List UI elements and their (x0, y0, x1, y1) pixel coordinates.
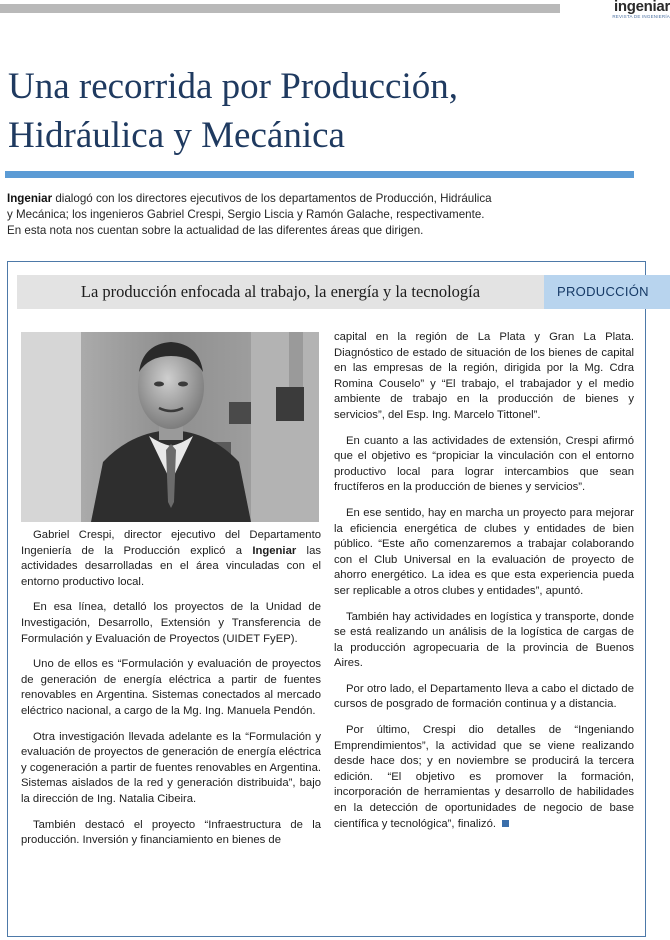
right-column (334, 330, 634, 842)
right-paragraph-5: Por otro lado, el Departamento lleva a cabo el dictado de cursos de posgrado de formación continua y a distancia. (334, 682, 634, 711)
left-p1-b: las actividades desarrolladas en el área vinculadas con el entorno productivo local. (21, 544, 321, 588)
intro-line-3: En esta nota nos cuentan sobre la actualidad de las diferentes áreas que dirigen. (7, 224, 424, 237)
title-line-2: Hidráulica y Mecánica (8, 115, 345, 156)
right-paragraph-4: También hay actividades en logística y transporte, donde se está realizando un análisis de la logística de cargas de la producción agropecuaria de la provincia de Buenos Aires. (334, 610, 634, 670)
left-paragraph-1 (21, 528, 321, 590)
top-bar (0, 4, 560, 13)
brand-logo (572, 0, 670, 20)
end-of-article-mark (502, 820, 509, 827)
left-p1-bold: Ingeniar (252, 544, 297, 557)
left-paragraph-4: Otra investigación llevada adelante es la “Formulación y evaluación de proyectos de generación de energía eléctrica y cogeneración a partir de fuentes renovables en Argentina. Sistemas aislados de la red y generación distribuida”, bajo la dirección de Ing. Natalia Cibeira. (21, 730, 321, 805)
right-paragraph-2: En cuanto a las actividades de extensión, Crespi afirmó que el objetivo es “propiciar la vinculación con el entorno productivo local para lograr intercambios que sean fructíferos en la producción de bienes y servicios”. (334, 434, 634, 494)
left-paragraph-5: También destacó el proyecto “Infraestructura de la producción. Inversión y financiamiento en bienes de (21, 818, 321, 847)
left-p1-a: Gabriel Crespi, director ejecutivo del Departamento Ingeniería de la Producción explicó a (21, 529, 321, 557)
intro-line-1-text: dialogó con los directores ejecutivos de los departamentos de Producción, Hidráulica (52, 192, 492, 205)
intro-lead: Ingeniar (7, 192, 53, 205)
intro-paragraph (7, 191, 647, 239)
intro-line-1 (7, 191, 647, 207)
right-p6-text: Por último, Crespi dio detalles de “Ingeniando Emprendimientos”, la actividad que se viene realizando desde hace dos; y en noviembre se producirá la tercera edición. “El objetivo es promover la formación, incorporación de herramientas y desarrollo de habilidades en la detección de oportunidades de negocio de base científica y tecnológica”, finalizó. (334, 724, 634, 830)
article-title (8, 62, 648, 160)
right-paragraph-3: En ese sentido, hay en marcha un proyecto para mejorar la eficiencia energética de clubes y entidades de bien público. “Este año comenzaremos a trabajar colaborando con el Club Universal en la evaluación de proyecto de ahorro energético. La idea es que esta experiencia pueda ser replicable a otros clubes y entidades”, apuntó. (334, 506, 634, 597)
left-paragraph-3: Uno de ellos es “Formulación y evaluación de proyectos de generación de energía eléctrica a partir de fuentes renovables en Argentina. Sistemas conectados al mercado eléctrico nacional, a cargo de la Mg. Ing. Manuela Pendón. (21, 658, 321, 717)
left-column (21, 528, 321, 859)
right-paragraph-6 (334, 723, 634, 832)
brand-subtitle: REVISTA DE INGENIERÍA (612, 14, 670, 19)
portrait-photo (21, 332, 319, 522)
brand-name: ingeniar (614, 0, 670, 15)
section-subheading: La producción enfocada al trabajo, la energía y la tecnología (17, 275, 544, 309)
title-divider (5, 171, 634, 178)
title-line-1: Una recorrida por Producción, (8, 66, 458, 107)
section-tag: PRODUCCIÓN (544, 275, 670, 309)
intro-line-2: y Mecánica; los ingenieros Gabriel Crespi, Sergio Liscia y Ramón Galache, respectivamente. (7, 208, 485, 221)
right-paragraph-1: capital en la región de La Plata y Gran La Plata. Diagnóstico de estado de situación de los bienes de capital en las empresas de la región, dirigida por la Mg. Cdra Romina Couselo” y “El trabajo, el trabajador y el medio ambiente de trabajo en la producción de bienes y servicios”, del Esp. Ing. Marcelo Tittonel”. (334, 331, 634, 421)
left-paragraph-2: En esa línea, detalló los proyectos de la Unidad de Investigación, Desarrollo, Extensión y Transferencia de Formulación y Evaluación de Proyectos (UIDET FyEP). (21, 601, 321, 645)
